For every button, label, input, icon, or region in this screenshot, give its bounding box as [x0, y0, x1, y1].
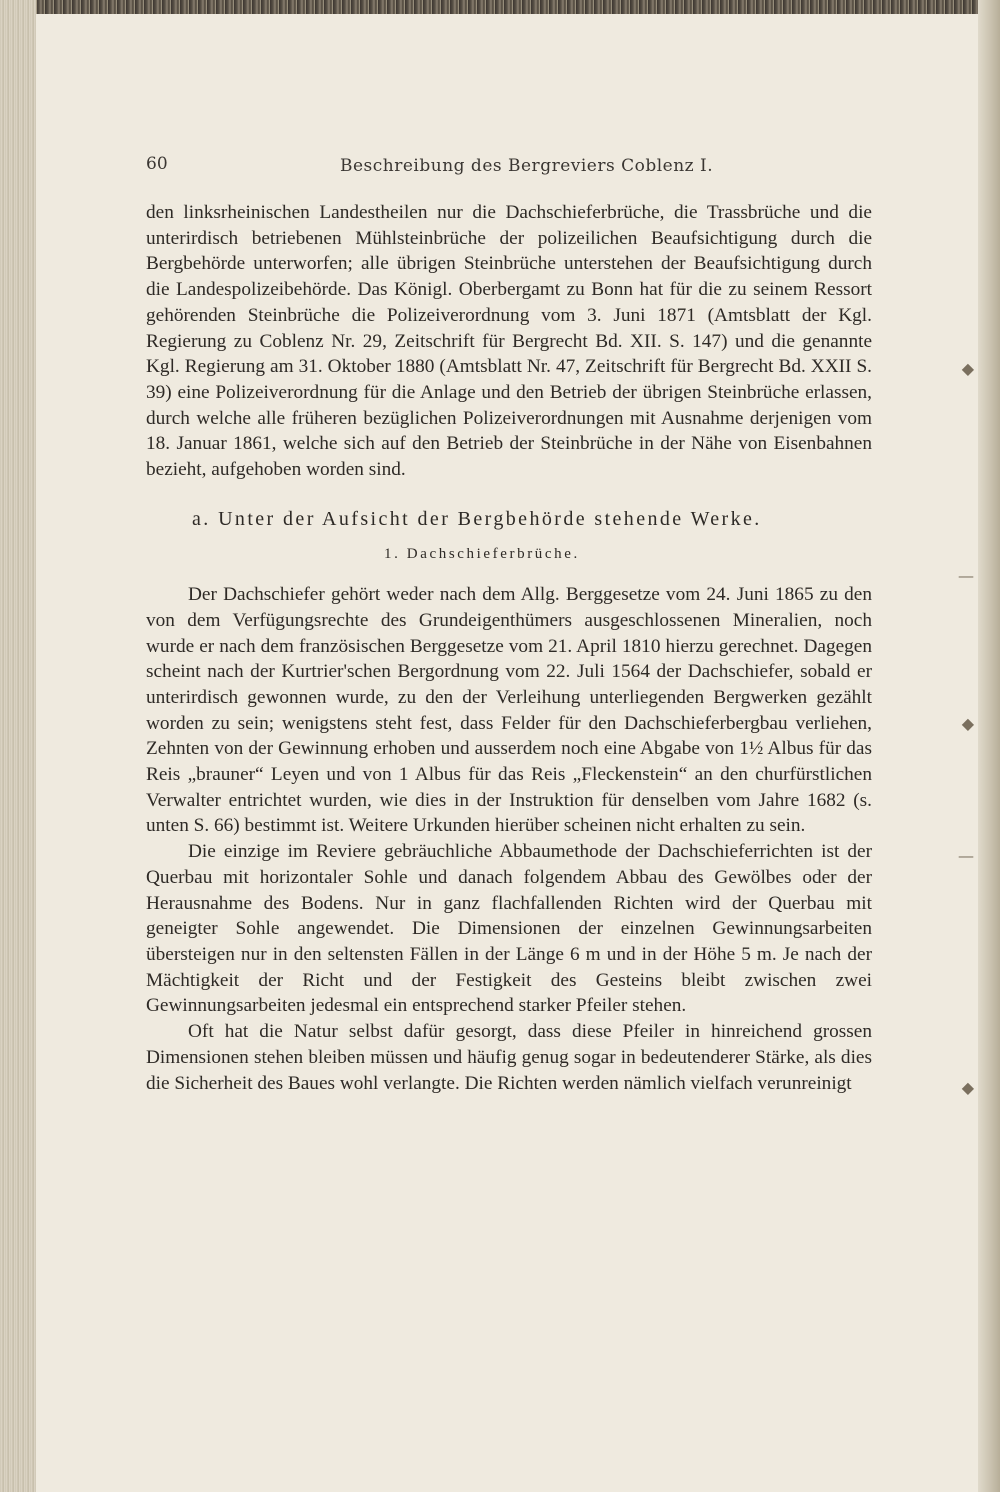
margin-mark-icon: ◆ [961, 359, 974, 378]
paragraph-continuation: den linksrheinischen Landestheilen nur die Dachschieferbrüche, die Trassbrüche und die unterirdisch betriebenen Mühlsteinbrüche der polizeilichen Beaufsichtigung durch die Bergbehörde unterworfen; alle übrigen Steinbrüche unterstehen der Beaufsichtigung durch die Landespolizeibehörde. Das Königl. Oberbergamt zu Bonn hat für die zu seinem Ressort gehörenden Steinbrüche die Polizeiverordnung vom 3. Juni 1871 (Amtsblatt der Kgl. Regierung zu Coblenz Nr. 29, Zeitschrift für Bergrecht Bd. XII. S. 147) und die genannte Kgl. Regierung am 31. Oktober 1880 (Amtsblatt Nr. 47, Zeitschrift für Bergrecht Bd. XXII S. 39) eine Polizeiverordnung für die Anlage und den Betrieb der übrigen Steinbrüche erlassen, durch welche alle früheren bezüglichen Polizeiverordnungen mit Ausnahme derjenigen vom 18. Januar 1861, welche sich auf den Betrieb der Steinbrüche in der Nähe von Eisenbahnen bezieht, aufgehoben worden sind. [146, 202, 872, 481]
margin-mark-icon: ◆ [961, 714, 974, 733]
paragraph-dachschiefer-history: Der Dachschiefer gehört weder nach dem Allg. Berggesetze vom 24. Juni 1865 zu den von dem Verfügungsrechte des Grundeigenthümers ausgeschlossenen Mineralien, noch wurde er nach dem französischen Berggesetze vom 21. April 1810 hierzu gerechnet. Dagegen scheint nach der Kurtrier'schen Bergordnung vom 22. Juli 1564 der Dachschiefer, sobald er unterirdisch gewonnen wurde, zu den der Verleihung unterliegenden Bergwerken gezählt worden zu sein; wenigstens steht fest, dass Felder für den Dachschieferbergbau verliehen, Zehnten von der Gewinnung erhoben und ausserdem noch eine Abgabe von 1½ Albus für das Reis „brauner“ Leyen und von 1 Albus für das Reis „Fleckenstein“ an den churfürstlichen Verwalter entrichtet wurden, wie dies in der Instruktion für denselben vom Jahre 1682 (s. unten S. 66) bestimmt ist. Weitere Urkunden hierüber scheinen nicht erhalten zu sein. [146, 584, 872, 837]
book-page [36, 14, 978, 1492]
page-number: 60 [146, 154, 168, 174]
margin-mark-icon: ◆ [961, 1078, 974, 1097]
section-heading: a. Unter der Aufsicht der Bergbehörde stehende Werke. [192, 507, 762, 530]
book-top-edge [0, 0, 1000, 14]
book-gutter [0, 0, 37, 1492]
paragraph-pfeiler: Oft hat die Natur selbst dafür gesorgt, dass diese Pfeiler in hinreichend grossen Dimensionen stehen bleiben müssen und häufig genug sogar in bedeutenderer Stärke, als dies die Sicherheit des Baues wohl verlangte. Die Richten werden nämlich vielfach verunreinigt [146, 1021, 872, 1094]
margin-mark-icon: — [958, 846, 974, 865]
running-head: Beschreibung des Bergreviers Coblenz I. [340, 156, 714, 176]
paragraph-abbaumethode: Die einzige im Reviere gebräuchliche Abbaumethode der Dachschieferrichten ist der Querbau mit horizontaler Sohle und danach folgendem Abbau des Gewölbes oder der Herausnahme des Bodens. Nur in ganz flachfallenden Richten wird der Querbau mit geneigter Sohle angewendet. Die Dimensionen der einzelnen Gewinnungsarbeiten übersteigen nur in den seltensten Fällen in der Länge 6 m und in der Höhe 5 m. Je nach der Mächtigkeit der Richt und der Festigkeit des Gesteins bleibt zwischen zwei Gewinnungsarbeiten jedesmal ein entsprechend starker Pfeiler stehen. [146, 841, 872, 1017]
margin-mark-icon: — [958, 566, 974, 585]
page-fore-edge [978, 0, 1000, 1492]
page-body [146, 200, 872, 1096]
subsection-heading: 1. Dachschieferbrüche. [384, 546, 580, 563]
